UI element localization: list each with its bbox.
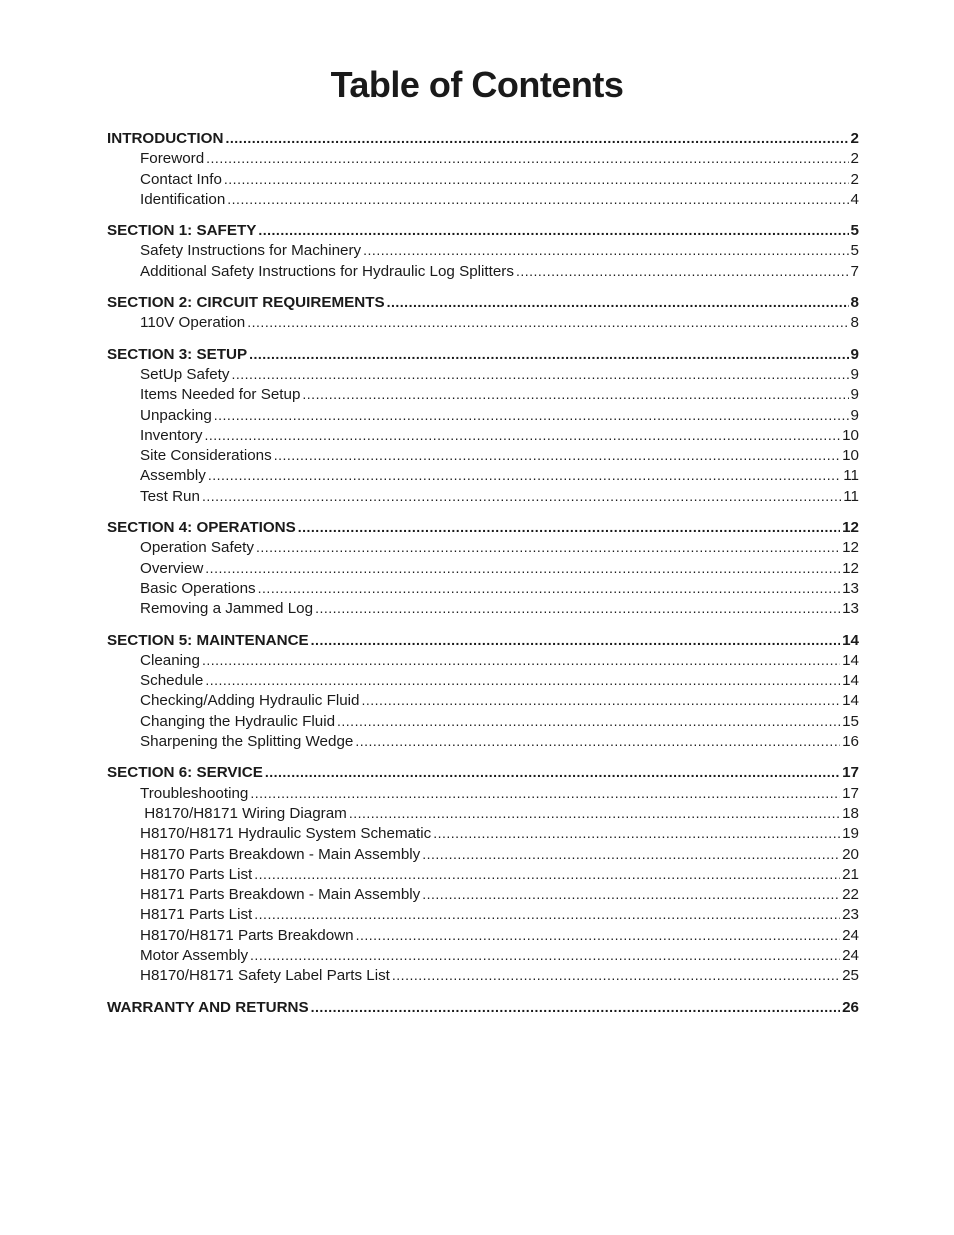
toc-page-number: 23	[842, 906, 859, 924]
toc-page-number: 13	[842, 579, 859, 597]
toc-page-number: 18	[842, 804, 859, 822]
toc-entry-label: Items Needed for Setup	[140, 386, 301, 404]
toc-section-heading[interactable]	[107, 997, 859, 1017]
toc-entry-label: SECTION 1: SAFETY	[107, 222, 257, 240]
toc-entry[interactable]	[107, 445, 859, 465]
toc-entry-label: H8171 Parts List	[140, 906, 253, 924]
dot-leader	[247, 312, 848, 332]
toc-section-heading[interactable]	[107, 630, 859, 650]
dot-leader	[392, 965, 840, 985]
toc-entry-label: H8170/H8171 Wiring Diagram	[140, 804, 347, 822]
dot-leader	[224, 169, 849, 189]
toc-entry[interactable]	[107, 189, 859, 209]
toc-section	[107, 292, 859, 333]
toc-page-number: 24	[842, 926, 859, 944]
toc-entry-label: H8170/H8171 Parts Breakdown	[140, 926, 354, 944]
toc-entry-label: Contact Info	[140, 170, 222, 188]
toc-entry[interactable]	[107, 864, 859, 884]
dot-leader	[274, 445, 840, 465]
toc-entry-label: WARRANTY AND RETURNS	[107, 998, 309, 1016]
dot-leader	[206, 148, 848, 168]
toc-entry[interactable]	[107, 405, 859, 425]
toc-entry[interactable]	[107, 384, 859, 404]
table-of-contents	[107, 128, 859, 1028]
toc-entry[interactable]	[107, 465, 859, 485]
dot-leader	[205, 670, 840, 690]
toc-section	[107, 344, 859, 506]
toc-entry-label: SECTION 5: MAINTENANCE	[107, 631, 309, 649]
toc-entry[interactable]	[107, 783, 859, 803]
toc-page-number: 7	[850, 262, 859, 280]
toc-entry[interactable]	[107, 558, 859, 578]
dot-leader	[422, 884, 840, 904]
toc-entry-label: Additional Safety Instructions for Hydraulic Log Splitters	[140, 262, 514, 280]
toc-entry-label: Changing the Hydraulic Fluid	[140, 712, 336, 730]
dot-leader	[349, 803, 840, 823]
dot-leader	[363, 240, 848, 260]
toc-page-number: 26	[842, 998, 859, 1016]
toc-entry-label: Assembly	[140, 467, 206, 485]
toc-entry[interactable]	[107, 925, 859, 945]
dot-leader	[298, 517, 840, 537]
toc-page-number: 21	[842, 865, 859, 883]
toc-page-number: 2	[850, 170, 859, 188]
toc-page-number: 5	[850, 222, 859, 240]
dot-leader	[202, 650, 840, 670]
toc-entry-label: INTRODUCTION	[107, 130, 224, 147]
toc-entry[interactable]	[107, 690, 859, 710]
toc-page-number: 16	[842, 733, 859, 751]
dot-leader	[214, 405, 849, 425]
toc-entry-label: SetUp Safety	[140, 365, 230, 383]
toc-section	[107, 220, 859, 281]
toc-entry[interactable]	[107, 148, 859, 168]
toc-section-heading[interactable]	[107, 220, 859, 240]
dot-leader	[355, 731, 840, 751]
toc-page-number: 9	[850, 406, 859, 424]
toc-entry-label: Identification	[140, 190, 226, 208]
dot-leader	[254, 904, 840, 924]
toc-entry[interactable]	[107, 844, 859, 864]
toc-entry[interactable]	[107, 965, 859, 985]
toc-entry-label: Checking/Adding Hydraulic Fluid	[140, 692, 360, 710]
toc-page-number: 9	[850, 345, 859, 363]
toc-page-number: 20	[842, 845, 859, 863]
toc-section	[107, 128, 859, 209]
dot-leader	[205, 558, 840, 578]
toc-entry[interactable]	[107, 731, 859, 751]
toc-entry-label: H8171 Parts Breakdown - Main Assembly	[140, 886, 421, 904]
dot-leader	[422, 844, 840, 864]
toc-page-number: 14	[842, 651, 859, 669]
toc-section	[107, 762, 859, 985]
toc-page-number: 15	[842, 712, 859, 730]
toc-section-heading[interactable]	[107, 128, 859, 148]
toc-page-number: 9	[850, 386, 859, 404]
dot-leader	[227, 189, 848, 209]
toc-entry[interactable]	[107, 578, 859, 598]
toc-page-number: 19	[842, 825, 859, 843]
toc-entry-label: Overview	[140, 559, 204, 577]
toc-entry[interactable]	[107, 711, 859, 731]
toc-entry[interactable]	[107, 803, 859, 823]
toc-section-heading[interactable]	[107, 762, 859, 782]
dot-leader	[258, 220, 848, 240]
toc-entry-label: H8170/H8171 Hydraulic System Schematic	[140, 825, 432, 843]
dot-leader	[362, 690, 841, 710]
page-title: Table of Contents	[330, 64, 624, 105]
toc-page-number: 8	[850, 294, 859, 312]
toc-entry-label: Motor Assembly	[140, 946, 249, 964]
toc-page-number: 11	[843, 487, 859, 505]
dot-leader	[250, 783, 840, 803]
toc-page-number: 8	[850, 314, 859, 332]
dot-leader	[315, 598, 840, 618]
dot-leader	[250, 945, 840, 965]
toc-page-number: 11	[843, 467, 859, 485]
toc-entry-label: Test Run	[140, 487, 200, 505]
toc-section-heading[interactable]	[107, 292, 859, 312]
toc-entry-label: H8170 Parts Breakdown - Main Assembly	[140, 845, 421, 863]
toc-entry[interactable]	[107, 823, 859, 843]
dot-leader	[433, 823, 840, 843]
toc-entry-label: Operation Safety	[140, 539, 254, 557]
toc-entry-label: SECTION 4: OPERATIONS	[107, 519, 296, 537]
toc-entry[interactable]	[107, 650, 859, 670]
dot-leader	[516, 261, 849, 281]
toc-page-number: 4	[850, 190, 859, 208]
toc-section	[107, 997, 859, 1017]
toc-entry-label: Site Considerations	[140, 447, 272, 465]
toc-page-number: 13	[842, 600, 859, 618]
dot-leader	[337, 711, 840, 731]
toc-page-number: 14	[842, 631, 859, 649]
toc-entry[interactable]	[107, 884, 859, 904]
toc-page-number: 12	[842, 559, 859, 577]
toc-entry-label: Cleaning	[140, 651, 200, 669]
toc-entry[interactable]	[107, 169, 859, 189]
toc-page-number: 12	[842, 539, 859, 557]
toc-entry-label: SECTION 3: SETUP	[107, 345, 248, 363]
dot-leader	[265, 762, 840, 782]
toc-entry[interactable]	[107, 486, 859, 506]
toc-page-number: 25	[842, 967, 859, 985]
dot-leader	[202, 486, 841, 506]
toc-entry-label: Safety Instructions for Machinery	[140, 242, 362, 260]
dot-leader	[356, 925, 840, 945]
toc-page-number: 14	[842, 672, 859, 690]
toc-entry-label: Basic Operations	[140, 579, 256, 597]
toc-entry-label: Removing a Jammed Log	[140, 600, 314, 618]
toc-entry[interactable]	[107, 598, 859, 618]
toc-entry[interactable]	[107, 425, 859, 445]
dot-leader	[204, 425, 840, 445]
toc-entry[interactable]	[107, 537, 859, 557]
toc-entry[interactable]	[107, 670, 859, 690]
toc-section	[107, 630, 859, 752]
toc-page-number: 17	[842, 784, 859, 802]
toc-entry-label: SECTION 6: SERVICE	[107, 764, 263, 782]
dot-leader	[311, 997, 840, 1017]
toc-entry[interactable]	[107, 904, 859, 924]
toc-entry-label: Sharpening the Splitting Wedge	[140, 733, 354, 751]
toc-page-number: 9	[850, 365, 859, 383]
toc-entry-label: 110V Operation	[140, 314, 246, 332]
toc-entry-label: H8170 Parts List	[140, 865, 253, 883]
toc-page-number: 2	[850, 130, 859, 147]
toc-entry[interactable]	[107, 945, 859, 965]
toc-page-number: 10	[842, 447, 859, 465]
toc-page-number: 17	[842, 764, 859, 782]
toc-page-number: 12	[842, 519, 859, 537]
dot-leader	[254, 864, 840, 884]
dot-leader	[256, 537, 840, 557]
toc-entry[interactable]	[107, 364, 859, 384]
toc-page-number: 5	[850, 242, 859, 260]
dot-leader	[302, 384, 848, 404]
toc-entry-label: H8170/H8171 Safety Label Parts List	[140, 967, 390, 985]
toc-page-number: 10	[842, 426, 859, 444]
dot-leader	[249, 344, 848, 364]
toc-entry-label: Inventory	[140, 426, 203, 444]
toc-entry-label: Troubleshooting	[140, 784, 249, 802]
toc-entry[interactable]	[107, 240, 859, 260]
toc-section-heading[interactable]	[107, 517, 859, 537]
toc-page-number: 2	[850, 150, 859, 168]
dot-leader	[232, 364, 849, 384]
toc-section	[107, 517, 859, 618]
toc-page-number: 24	[842, 946, 859, 964]
toc-page-number: 14	[842, 692, 859, 710]
toc-page-number: 22	[842, 886, 859, 904]
toc-section-heading[interactable]	[107, 344, 859, 364]
dot-leader	[208, 465, 841, 485]
toc-entry-label: SECTION 2: CIRCUIT REQUIREMENTS	[107, 294, 385, 312]
toc-entry[interactable]	[107, 261, 859, 281]
toc-entry-label: Foreword	[140, 150, 205, 168]
toc-entry-label: Schedule	[140, 672, 204, 690]
dot-leader	[258, 578, 840, 598]
dot-leader	[225, 128, 848, 148]
toc-entry[interactable]	[107, 312, 859, 332]
dot-leader	[311, 630, 840, 650]
toc-entry-label: Unpacking	[140, 406, 212, 424]
dot-leader	[387, 292, 849, 312]
